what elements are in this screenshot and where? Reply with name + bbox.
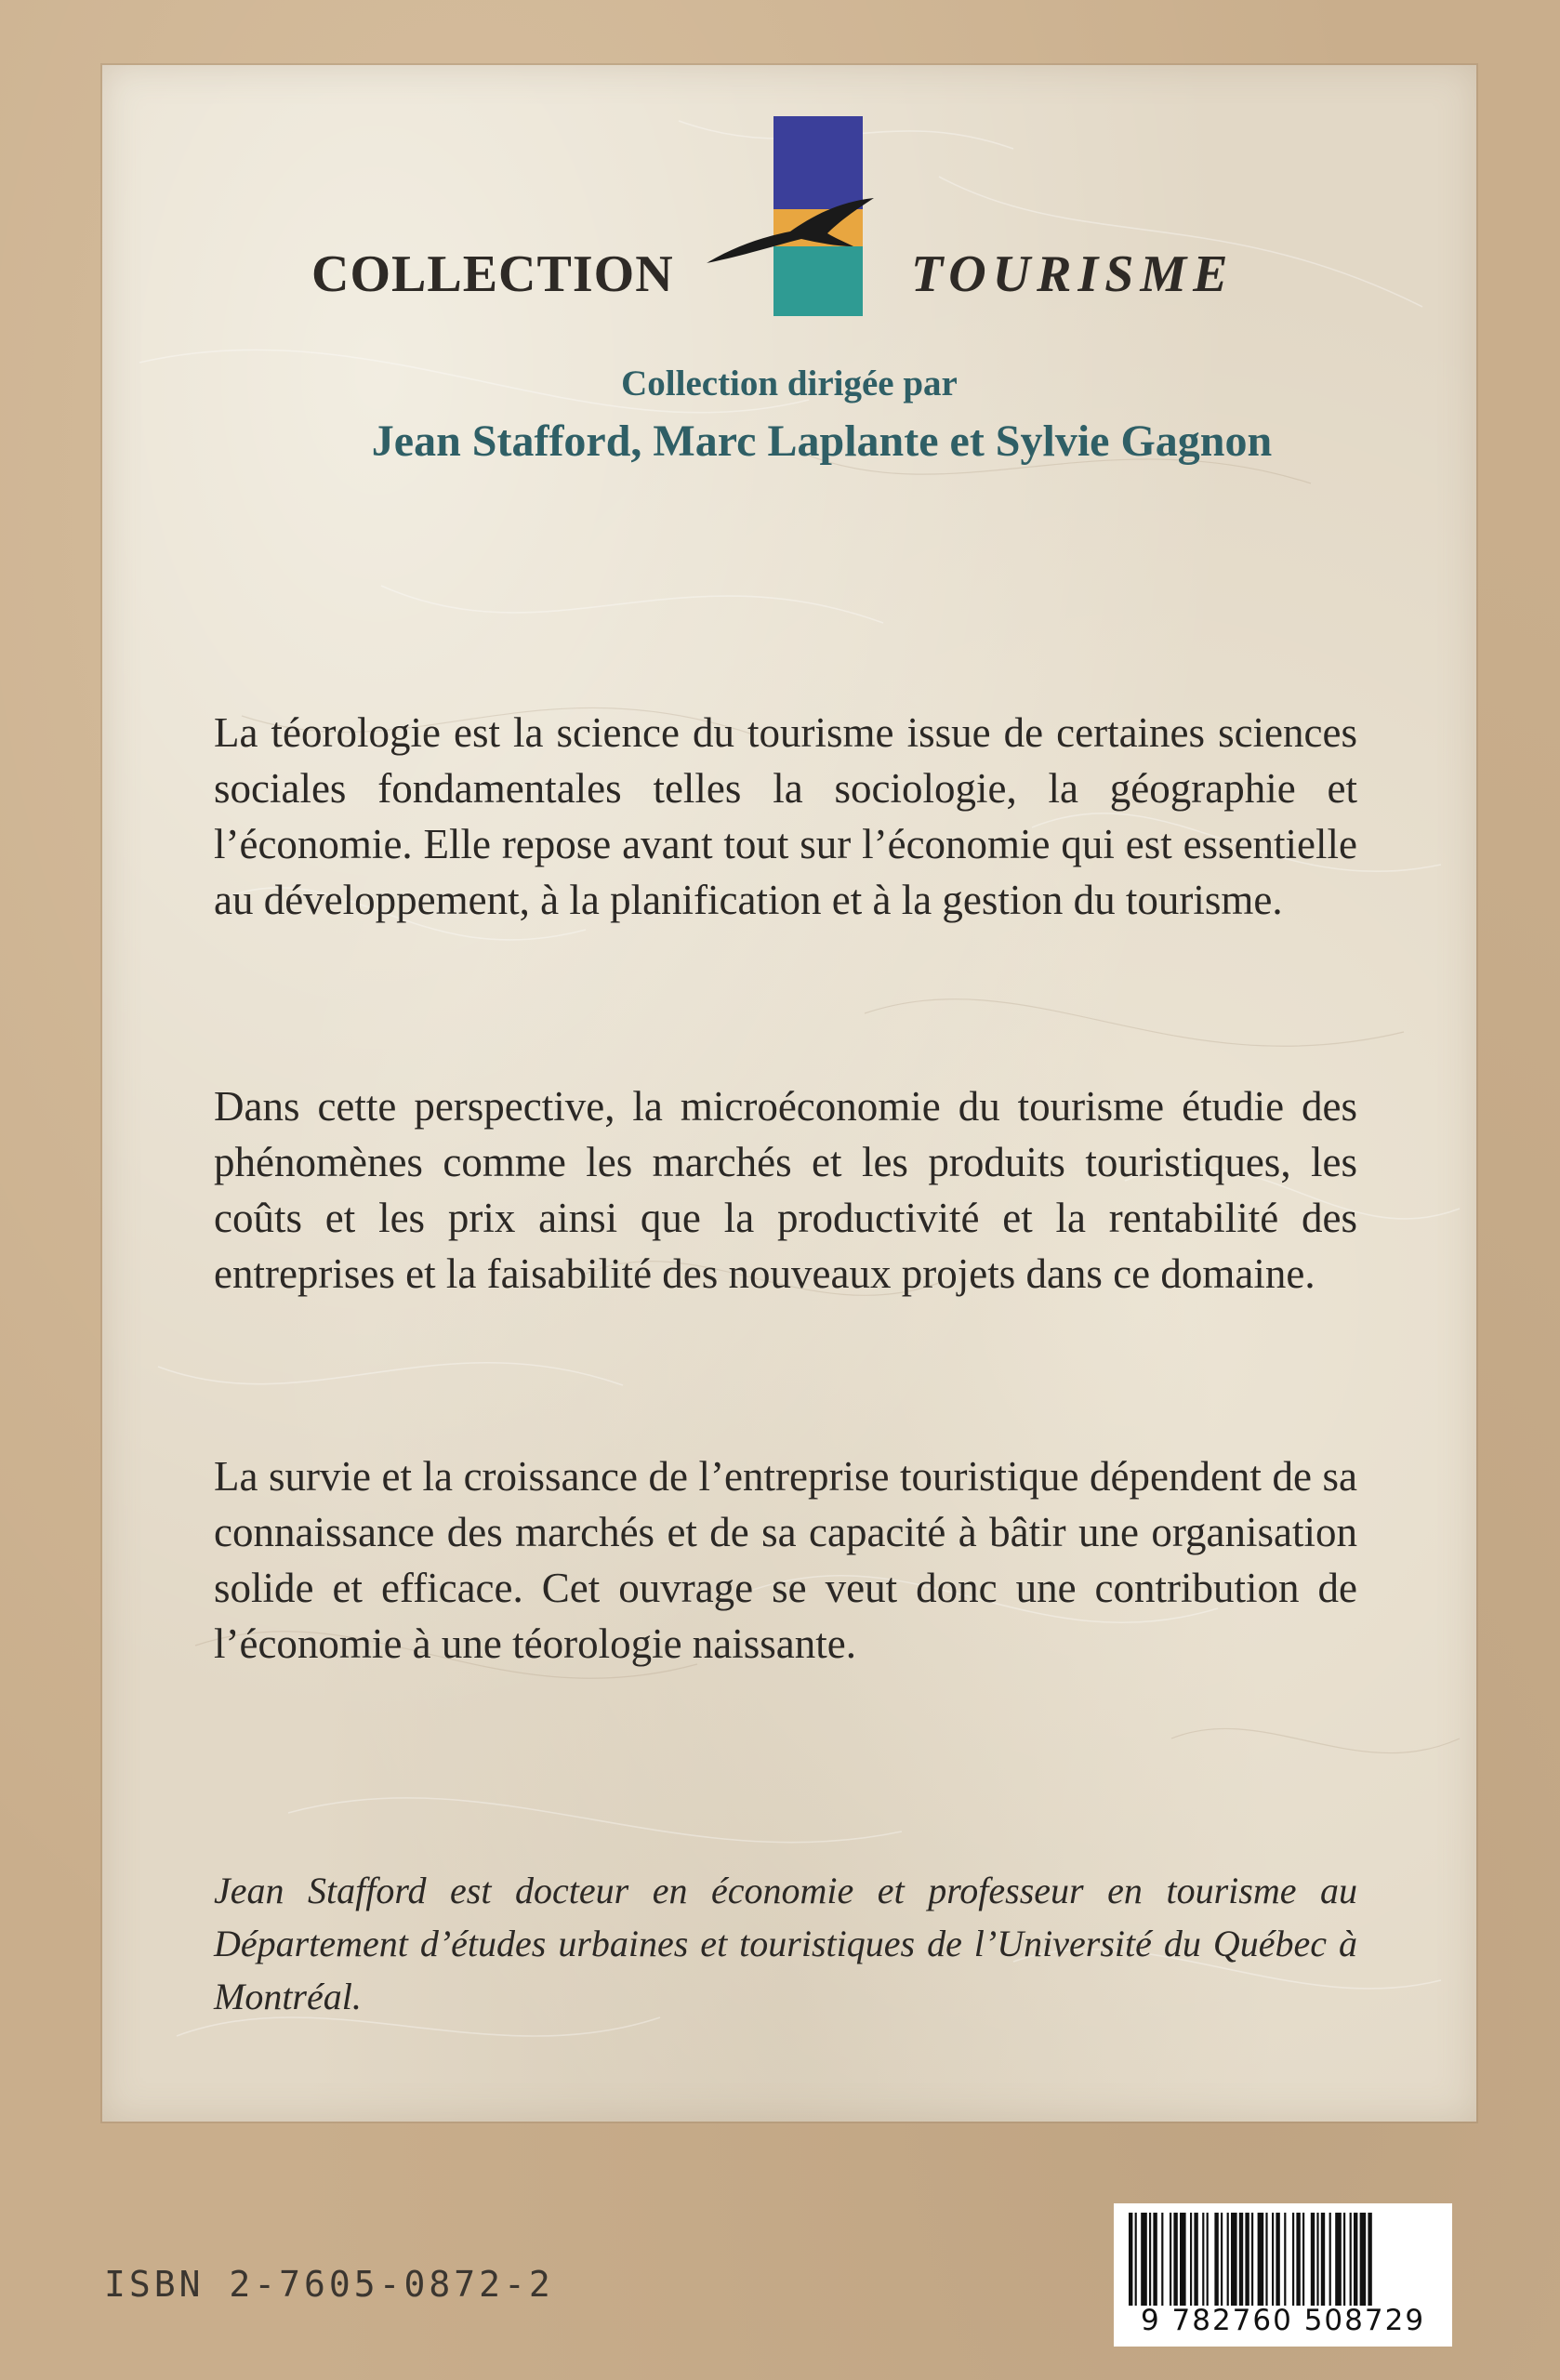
blurb-paragraph-3: La survie et la croissance de l’entreprise touristique dépendent de sa connaissance des marchés et de sa capacité à bâtir une organisation solide et efficace. Cet ouvrage se veut donc une contribution de l’économie à une téorologie naissante.	[214, 1453, 1357, 1667]
logo-sky-block	[773, 116, 863, 209]
barcode	[1114, 2203, 1452, 2347]
isbn-number: ISBN 2-7605-0872-2	[104, 2264, 554, 2305]
collection-title: COLLECTION	[311, 245, 674, 303]
ean13-barcode-icon	[1127, 2213, 1439, 2306]
bird-over-sea-logo-icon	[697, 116, 920, 321]
back-cover-panel	[102, 65, 1476, 2122]
blurb-paragraph-2: Dans cette perspective, la microéconomie du tourisme étudie des phénomènes comme les marchés et les produits touristiques, les coûts et les prix ainsi que la productivité et la rentabilité des entreprises et la faisabilité des nouveaux projets dans ce domaine.	[214, 1083, 1357, 1297]
logo-sea-block	[773, 246, 863, 316]
tourisme-title: TOURISME	[911, 245, 1235, 303]
collection-directors: Jean Stafford, Marc Laplante et Sylvie Gagnon	[371, 416, 1273, 466]
author-bio: Jean Stafford est docteur en économie et professeur en tourisme au Département d’études urbaines et touristiques de l’Université du Québec à Montréal.	[214, 1870, 1357, 2017]
collection-directed-label: Collection dirigée par	[621, 364, 958, 403]
barcode-number: 9 782760 508729	[1140, 2304, 1426, 2337]
blurb-paragraph-1: La téorologie est la science du tourisme issue de certaines sciences sociales fondamentales telles la sociologie, la géographie et l’économie. Elle repose avant tout sur l’économie qui est essentielle au développement, à la planification et à la gestion du tourisme.	[214, 709, 1357, 923]
